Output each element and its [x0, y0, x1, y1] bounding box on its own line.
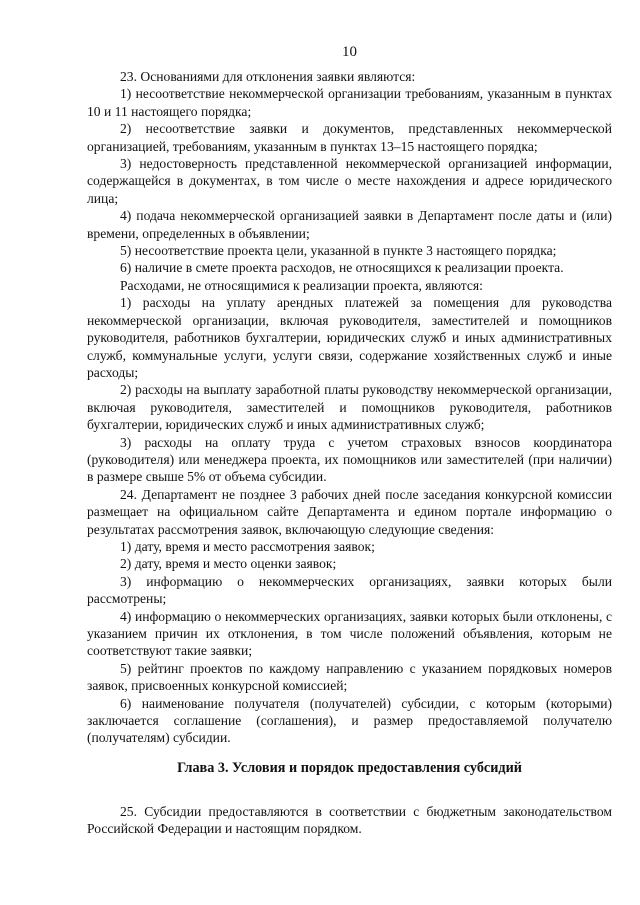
list-item: 1) дату, время и место рассмотрения заявок;	[120, 538, 375, 554]
list-item: 2) расходы на выплату заработной платы руководству некоммерческой организации, включая руководителя, заместителей и помощников руководителя, работников бухгалтерии, юридических служб и иных административных служб;	[87, 382, 612, 433]
list-item: 4) подача некоммерческой организацией заявки в Департамент после даты и (или) времени, определенных в объявлении;	[87, 208, 612, 241]
page-number: 10	[342, 44, 357, 60]
spacer	[87, 777, 612, 803]
list-item: 6) наличие в смете проекта расходов, не относящихся к реализации проекта.	[120, 260, 564, 276]
list-item: 6) наименование получателя (получателей) субсидии, с которым (которыми) заключается соглашение (соглашения), и размер предоставляемой получателю (получателям) субсидии.	[87, 695, 612, 746]
spacer	[87, 747, 612, 759]
list-item: 3) недостоверность представленной некоммерческой организацией информации, содержащейся в документах, в том числе о месте нахождения и адресе юридического лица;	[87, 156, 612, 206]
list-item: 3) информацию о некоммерческих организациях, заявки которых были рассмотрены;	[87, 573, 612, 607]
list-item: 1) несоответствие некоммерческой организации требованиям, указанным в пунктах 10 и 11 настоящего порядка;	[87, 86, 612, 119]
paragraph-25: 25. Субсидии предоставляются в соответствии с бюджетным законодательством Российской Федерации и настоящим порядком.	[87, 803, 612, 837]
list-item: 2) несоответствие заявки и документов, представленных некоммерческой организацией, требованиям, указанным в пунктах 13–15 настоящего порядка;	[87, 121, 612, 154]
list-item: 4) информацию о некоммерческих организациях, заявки которых были отклонены, с указанием причин их отклонения, в том числе положений объявления, которым не соответствуют такие заявки;	[87, 608, 612, 659]
list-item: 3) расходы на оплату труда с учетом страховых взносов координатора (руководителя) или менеджера проекта, их помощников или заместителей (при наличии) в размере свыше 5% от объема субсидии.	[87, 434, 612, 485]
chapter-heading: Глава 3. Условия и порядок предоставления субсидий	[177, 759, 522, 776]
list-item: 2) дату, время и место оценки заявок;	[120, 556, 337, 572]
document-body	[87, 68, 612, 838]
list-item: 1) расходы на уплату арендных платежей за помещения для руководства некоммерческой организации, включая руководителя, заместителей и помощников руководителя, работников бухгалтерии, юридических служб и иных административных служб, коммунальные услуги, услуги связи, содержание хозяйственных служб и иные расходы;	[87, 295, 612, 380]
paragraph-23: 23. Основаниями для отклонения заявки являются:	[120, 69, 416, 84]
paragraph-24: 24. Департамент не позднее 3 рабочих дней после заседания конкурсной комиссии размещает на официальном сайте Департамента и едином портале информацию о результатах рассмотрения заявок, включающую следующие сведения:	[87, 486, 612, 537]
list-item: 5) несоответствие проекта цели, указанной в пункте 3 настоящего порядка;	[120, 243, 557, 259]
list-item: 5) рейтинг проектов по каждому направлению с указанием порядковых номеров заявок, присвоенных конкурсной комиссией;	[87, 660, 612, 694]
expenses-intro: Расходами, не относящимися к реализации проекта, являются:	[120, 277, 483, 293]
